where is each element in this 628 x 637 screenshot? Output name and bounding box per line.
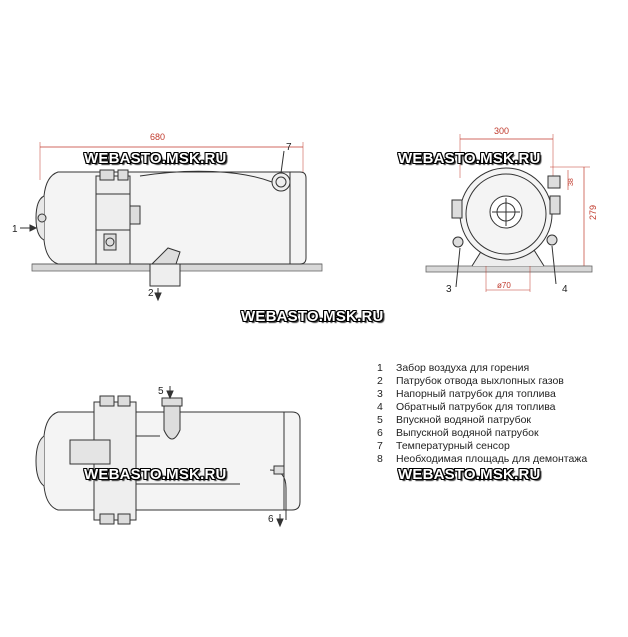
watermark: WEBASTO.MSK.RU bbox=[398, 466, 541, 483]
callout-2: 2 bbox=[148, 288, 154, 299]
callout-1: 1 bbox=[12, 224, 18, 235]
watermark: WEBASTO.MSK.RU bbox=[84, 466, 227, 483]
front-floor bbox=[426, 266, 592, 272]
legend-row: 6 Выпускной водяной патрубок bbox=[377, 427, 539, 439]
legend-row: 1 Забор воздуха для горения bbox=[377, 362, 530, 374]
length-dimension-label: 680 bbox=[150, 132, 166, 142]
legend-row: 8 Необходимая площадь для демонтажа bbox=[377, 453, 588, 465]
callout-6: 6 bbox=[268, 514, 274, 525]
callout-3: 3 bbox=[446, 284, 452, 295]
small-dimension-label: 38 bbox=[568, 178, 575, 186]
top-view bbox=[36, 386, 300, 526]
legend-row: 2 Патрубок отвода выхлопных газов bbox=[377, 375, 564, 387]
watermark: WEBASTO.MSK.RU bbox=[398, 150, 541, 167]
watermark: WEBASTO.MSK.RU bbox=[241, 308, 384, 325]
callout-5: 5 bbox=[158, 386, 164, 397]
width-dimension-label: 300 bbox=[494, 126, 510, 136]
watermark: WEBASTO.MSK.RU bbox=[84, 150, 227, 167]
callout-4: 4 bbox=[562, 284, 568, 295]
base-dimension-label: ø70 bbox=[497, 281, 511, 290]
legend-row: 4 Обратный патрубок для топлива bbox=[377, 401, 556, 413]
callout-7: 7 bbox=[286, 142, 292, 153]
legend-row: 5 Впускной водяной патрубок bbox=[377, 414, 532, 426]
legend bbox=[377, 362, 587, 466]
legend-row: 3 Напорный патрубок для топлива bbox=[377, 388, 556, 400]
legend-row: 7 Температурный сенсор bbox=[377, 440, 510, 452]
height-dimension-label: 279 bbox=[588, 204, 598, 220]
